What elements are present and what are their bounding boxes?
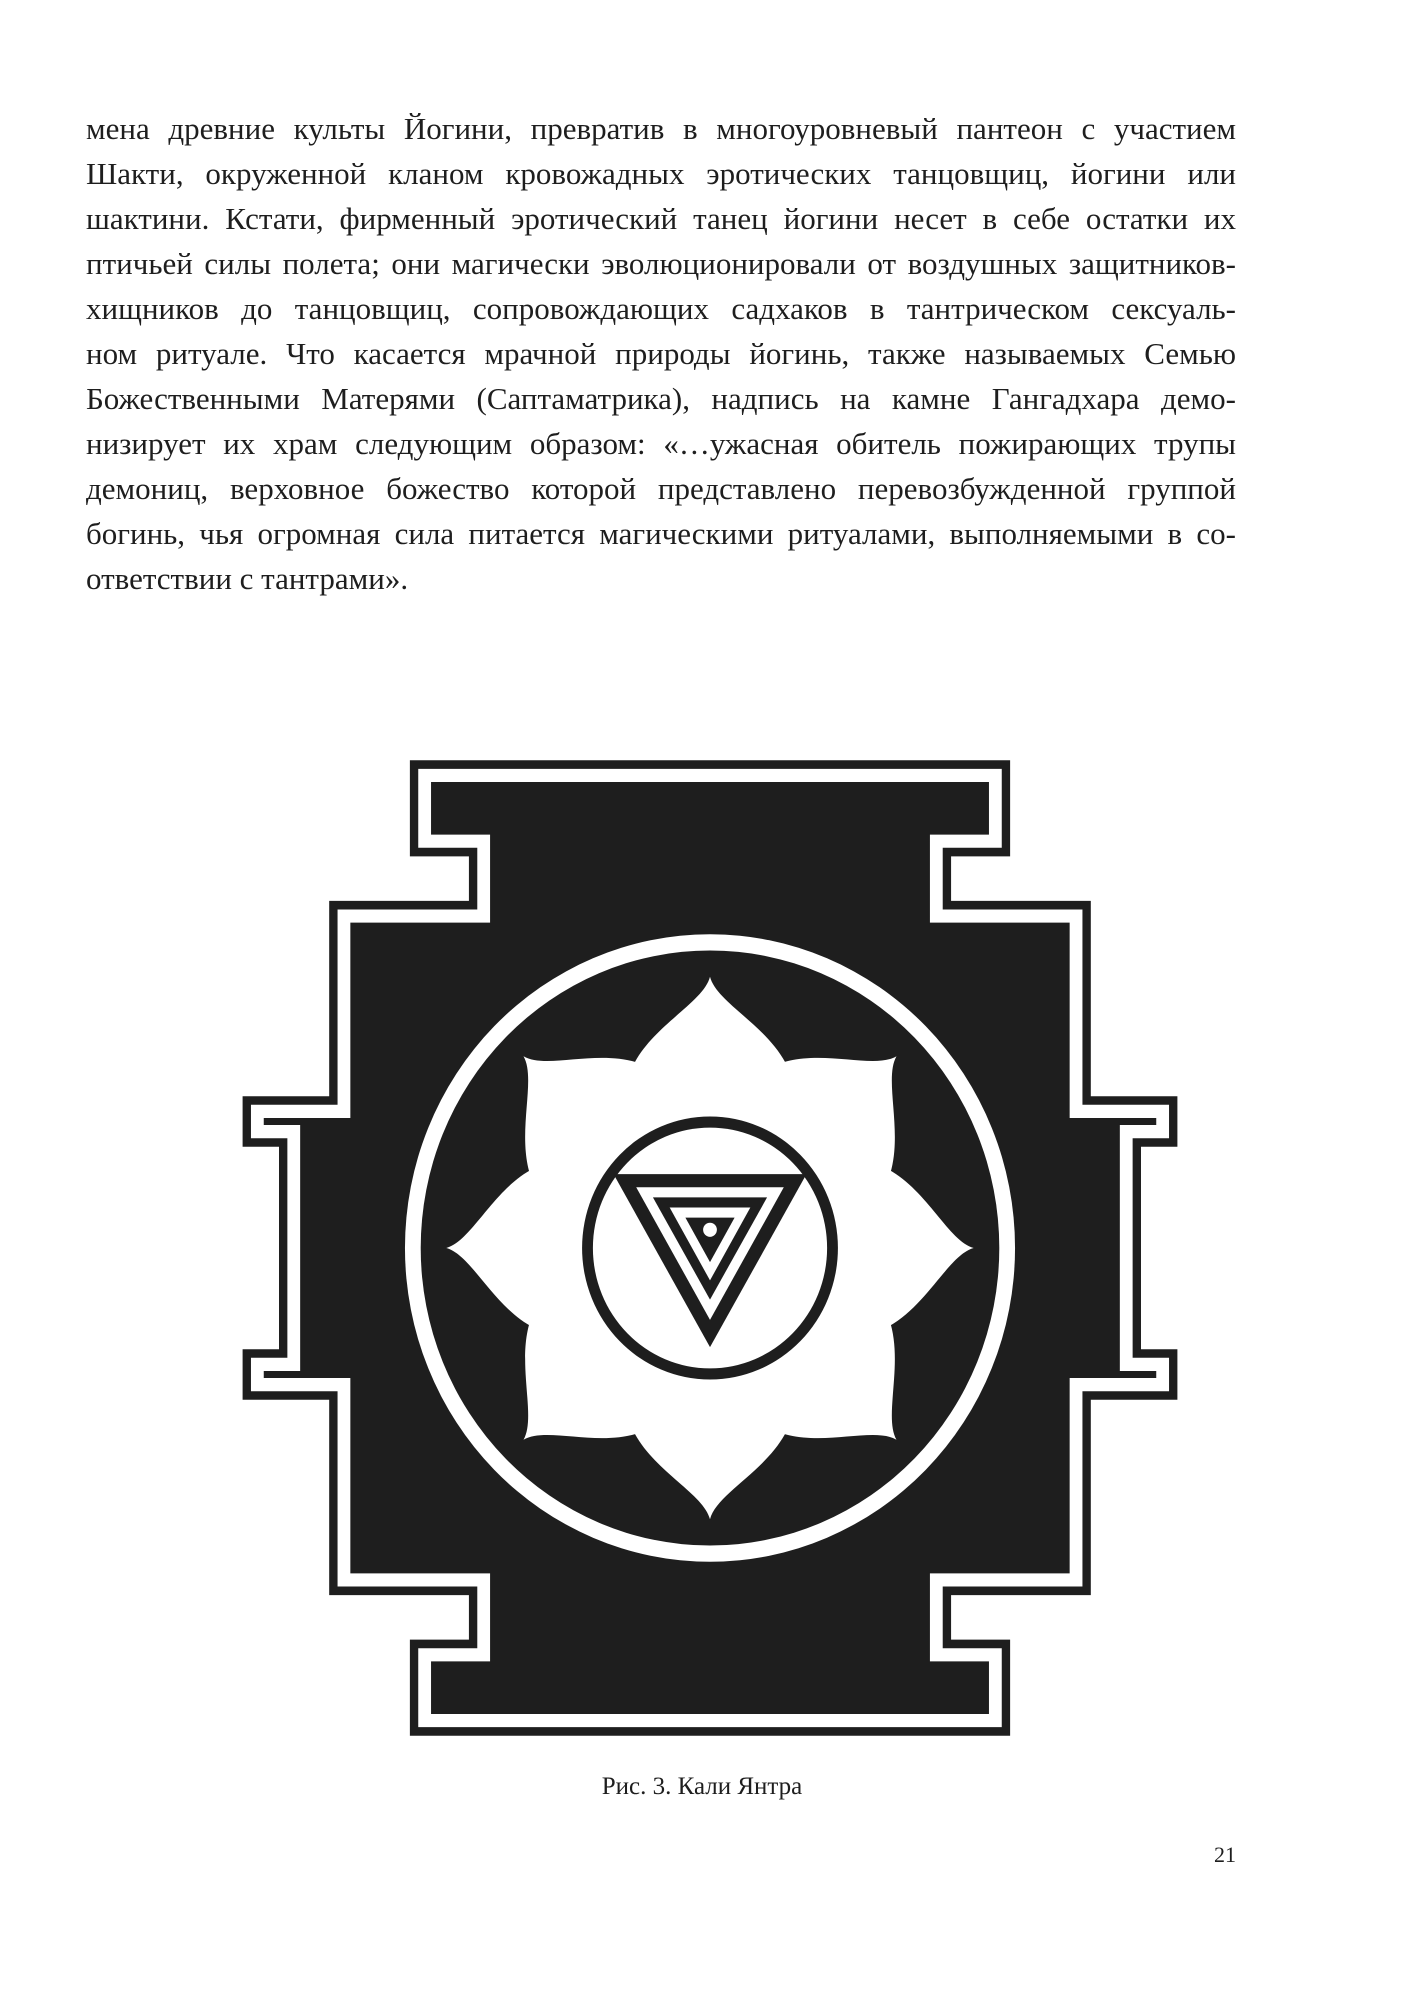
text-line: птичьей силы полета; они магически эволюционировали от воздушных защитников- [86,246,1236,281]
body-paragraph [86,106,1236,601]
figure-caption: Рис. 3. Кали Янтра [601,1773,803,1800]
text-line: демониц, верховное божество которой представлено перевозбужденной группой [86,471,1236,506]
text-line: Божественными Матерями (Саптаматрика), надпись на камне Гангадхара демо- [86,381,1236,416]
text-line: мена древние культы Йогини, превратив в многоуровневый пантеон с участием [86,111,1236,146]
text-line: ответствии с тантрами». [86,561,409,596]
text-line: низирует их храм следующим образом: «…ужасная обитель пожирающих трупы [86,426,1236,461]
text-line: Шакти, окруженной кланом кровожадных эротических танцовщиц, йогини или [86,156,1236,191]
kali-yantra-illustration [218,742,1202,1754]
text-line: ном ритуале. Что касается мрачной природы йогинь, также называемых Семью [86,336,1236,371]
text-line: хищников до танцовщиц, сопровождающих садхаков в тантрическом сексуаль- [86,291,1236,326]
kali-yantra-figure [218,742,1202,1754]
text-line: шактини. Кстати, фирменный эротический танец йогини несет в себе остатки их [86,201,1236,236]
bindu-dot [703,1223,717,1237]
page-number: 21 [1214,1842,1236,1867]
text-line: богинь, чья огромная сила питается магическими ритуалами, выполняемыми в со- [86,516,1236,551]
